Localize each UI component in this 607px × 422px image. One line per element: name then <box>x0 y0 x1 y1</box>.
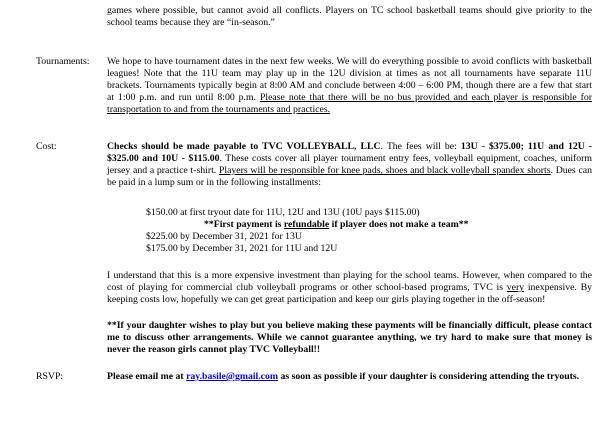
investment-text-2: inexpensive. By keeping costs low, hopefully we can get great participation and keep our girls playing together in the off-season! <box>107 282 592 306</box>
installment-second: $225.00 by December 31, 2021 for 13U <box>146 231 302 242</box>
continuation-paragraph <box>107 5 592 29</box>
refund-note <box>204 219 469 231</box>
cost-text-1: . The fees will be: <box>380 141 461 152</box>
rsvp-text-2: as soon as possible if your daughter is considering attending the tryouts. <box>278 371 580 382</box>
email-link[interactable]: ray.basile@gmail.com <box>186 371 278 382</box>
payable-note: Checks should be made payable to TVC VOLLEYBALL, LLC <box>107 141 381 152</box>
fee-amounts: 13U - $375.00; 11U and 12U - $325.00 and 10U - $115.00 <box>107 141 593 165</box>
cost-text-3: . Dues can be paid in a lump sum or in the following installments: <box>107 165 593 189</box>
very-emphasis: very <box>506 282 525 294</box>
refund-post: if player does not make a team** <box>329 219 469 230</box>
refund-word: refundable <box>283 219 330 230</box>
tournaments-paragraph <box>107 56 592 116</box>
investment-paragraph <box>107 270 592 306</box>
transportation-note: Please note that there will be no bus provided and each player is responsible for transportation to and from the tournaments and practices. <box>107 92 592 116</box>
tournaments-label: Tournaments: <box>36 56 90 67</box>
installment-first: $150.00 at first tryout date for 11U, 12U and 13U (10U pays $115.00) <box>146 207 420 218</box>
installment-third: $175.00 by December 31, 2021 for 11U and 12U <box>146 243 338 254</box>
rsvp-paragraph <box>107 371 592 383</box>
rsvp-label: RSVP: <box>36 371 64 382</box>
equipment-note: Players will be responsible for knee pads, shoes and black volleyball spandex shorts <box>218 165 551 177</box>
continuation-text: games where possible, but cannot avoid all conflicts. Players on TC school basketball teams should give priority to the school teams because they are “in-season.” <box>107 5 592 29</box>
rsvp-text-1: Please email me at <box>107 371 187 382</box>
cost-text-2: . These costs cover all player tournament entry fees, volleyball equipment, coaches, uniform jersey and a practice t-shirt. <box>107 153 592 177</box>
refund-pre: **First payment is <box>204 219 284 230</box>
hardship-paragraph: **If your daughter wishes to play but you believe making these payments will be financially difficult, please contact me to discuss other arrangements. While we cannot guarantee anything, we try hard to make sure that money is never the reason girls cannot play TVC Volleyball!! <box>107 320 592 356</box>
tournaments-text: We hope to have tournament dates in the next few weeks. We will do everything possible to avoid conflicts with basketball leagues! Note that the 11U team may play up in the 12U division at times as not all tournaments have separate 11U brackets. Tournaments typically begin at 8:00 AM and conclude between 4:00 – 6:00 PM, though there are a few that start at 1:00 p.m. and run until 8:00 p.m. <box>107 56 592 104</box>
investment-text-1: I understand that this is a more expensive investment than playing for the school teams. However, when compared to the cost of playing for commercial club volleyball programs or other school-based programs, TVC is <box>107 270 592 294</box>
cost-label: Cost: <box>36 141 57 152</box>
cost-paragraph <box>107 141 592 189</box>
